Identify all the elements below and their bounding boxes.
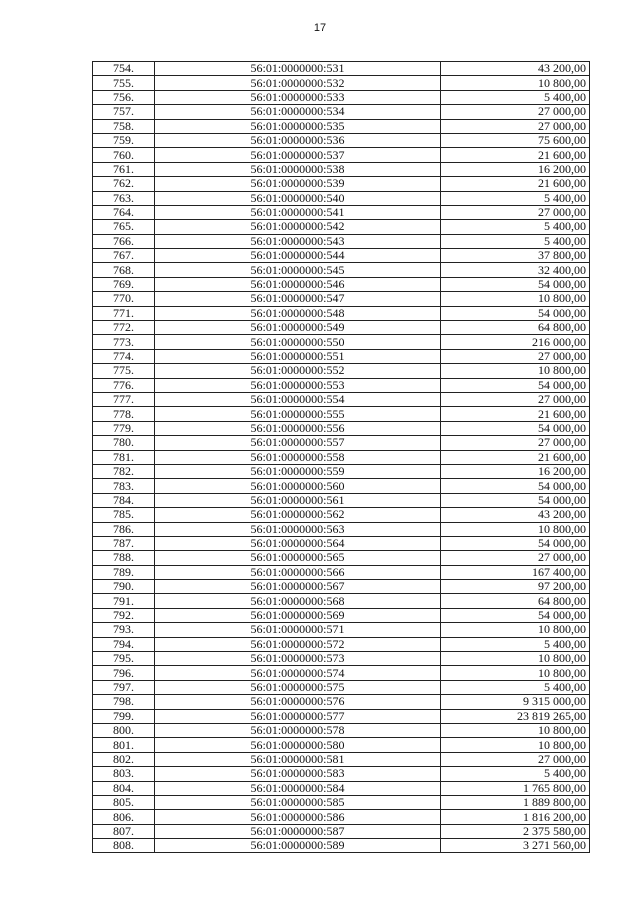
row-number-cell: 792.	[93, 608, 155, 622]
cadastral-number-cell: 56:01:0000000:559	[155, 464, 441, 478]
row-number-cell: 758.	[93, 119, 155, 133]
table-row	[93, 752, 590, 766]
amount-cell: 54 000,00	[441, 378, 590, 392]
table-row	[93, 709, 590, 723]
amount-cell: 64 800,00	[441, 321, 590, 335]
amount-cell: 10 800,00	[441, 738, 590, 752]
row-number-cell: 766.	[93, 234, 155, 248]
amount-cell: 5 400,00	[441, 90, 590, 104]
table-row	[93, 666, 590, 680]
table-row	[93, 378, 590, 392]
table-row	[93, 162, 590, 176]
table-row	[93, 565, 590, 579]
row-number-cell: 779.	[93, 421, 155, 435]
table-row	[93, 608, 590, 622]
cadastral-number-cell: 56:01:0000000:589	[155, 839, 441, 853]
amount-cell: 10 800,00	[441, 723, 590, 737]
table-row	[93, 680, 590, 694]
cadastral-number-cell: 56:01:0000000:540	[155, 191, 441, 205]
amount-cell: 21 600,00	[441, 450, 590, 464]
cadastral-number-cell: 56:01:0000000:558	[155, 450, 441, 464]
cadastral-number-cell: 56:01:0000000:538	[155, 162, 441, 176]
amount-cell: 9 315 000,00	[441, 695, 590, 709]
amount-cell: 27 000,00	[441, 205, 590, 219]
table-row	[93, 191, 590, 205]
amount-cell: 27 000,00	[441, 752, 590, 766]
cadastral-number-cell: 56:01:0000000:568	[155, 594, 441, 608]
table-row	[93, 277, 590, 291]
row-number-cell: 760.	[93, 148, 155, 162]
cadastral-number-cell: 56:01:0000000:532	[155, 76, 441, 90]
amount-cell: 3 271 560,00	[441, 839, 590, 853]
row-number-cell: 795.	[93, 652, 155, 666]
row-number-cell: 770.	[93, 292, 155, 306]
row-number-cell: 789.	[93, 565, 155, 579]
cadastral-number-cell: 56:01:0000000:552	[155, 364, 441, 378]
amount-cell: 16 200,00	[441, 464, 590, 478]
amount-cell: 10 800,00	[441, 76, 590, 90]
cadastral-number-cell: 56:01:0000000:550	[155, 335, 441, 349]
table-row	[93, 220, 590, 234]
table-row	[93, 335, 590, 349]
cadastral-number-cell: 56:01:0000000:537	[155, 148, 441, 162]
amount-cell: 64 800,00	[441, 594, 590, 608]
cadastral-number-cell: 56:01:0000000:561	[155, 493, 441, 507]
table-row	[93, 450, 590, 464]
amount-cell: 54 000,00	[441, 479, 590, 493]
table-row	[93, 105, 590, 119]
cadastral-number-cell: 56:01:0000000:536	[155, 133, 441, 147]
row-number-cell: 772.	[93, 321, 155, 335]
row-number-cell: 782.	[93, 464, 155, 478]
table-row	[93, 652, 590, 666]
table-row	[93, 536, 590, 550]
cadastral-number-cell: 56:01:0000000:576	[155, 695, 441, 709]
amount-cell: 43 200,00	[441, 508, 590, 522]
row-number-cell: 754.	[93, 62, 155, 76]
row-number-cell: 783.	[93, 479, 155, 493]
amount-cell: 21 600,00	[441, 407, 590, 421]
row-number-cell: 781.	[93, 450, 155, 464]
table-row	[93, 392, 590, 406]
cadastral-number-cell: 56:01:0000000:562	[155, 508, 441, 522]
row-number-cell: 793.	[93, 623, 155, 637]
row-number-cell: 761.	[93, 162, 155, 176]
row-number-cell: 803.	[93, 767, 155, 781]
row-number-cell: 801.	[93, 738, 155, 752]
row-number-cell: 774.	[93, 349, 155, 363]
table-row	[93, 177, 590, 191]
cadastral-number-cell: 56:01:0000000:539	[155, 177, 441, 191]
table-row	[93, 263, 590, 277]
table-row	[93, 249, 590, 263]
table-row	[93, 321, 590, 335]
cadastral-number-cell: 56:01:0000000:575	[155, 680, 441, 694]
cadastral-number-cell: 56:01:0000000:533	[155, 90, 441, 104]
amount-cell: 5 400,00	[441, 637, 590, 651]
row-number-cell: 786.	[93, 522, 155, 536]
table-row	[93, 637, 590, 651]
cadastral-number-cell: 56:01:0000000:585	[155, 795, 441, 809]
amount-cell: 54 000,00	[441, 421, 590, 435]
amount-cell: 2 375 580,00	[441, 824, 590, 838]
table-row	[93, 90, 590, 104]
row-number-cell: 799.	[93, 709, 155, 723]
cadastral-number-cell: 56:01:0000000:584	[155, 781, 441, 795]
row-number-cell: 759.	[93, 133, 155, 147]
amount-cell: 27 000,00	[441, 119, 590, 133]
cadastral-number-cell: 56:01:0000000:544	[155, 249, 441, 263]
row-number-cell: 768.	[93, 263, 155, 277]
amount-cell: 10 800,00	[441, 292, 590, 306]
row-number-cell: 794.	[93, 637, 155, 651]
row-number-cell: 769.	[93, 277, 155, 291]
amount-cell: 1 765 800,00	[441, 781, 590, 795]
cadastral-table	[92, 61, 590, 853]
amount-cell: 43 200,00	[441, 62, 590, 76]
table-row	[93, 723, 590, 737]
table-row	[93, 594, 590, 608]
amount-cell: 10 800,00	[441, 666, 590, 680]
cadastral-number-cell: 56:01:0000000:583	[155, 767, 441, 781]
amount-cell: 54 000,00	[441, 536, 590, 550]
table-row	[93, 76, 590, 90]
amount-cell: 27 000,00	[441, 105, 590, 119]
row-number-cell: 808.	[93, 839, 155, 853]
amount-cell: 10 800,00	[441, 652, 590, 666]
cadastral-number-cell: 56:01:0000000:543	[155, 234, 441, 248]
cadastral-number-cell: 56:01:0000000:549	[155, 321, 441, 335]
page-number: 17	[313, 22, 327, 34]
cadastral-number-cell: 56:01:0000000:571	[155, 623, 441, 637]
amount-cell: 54 000,00	[441, 608, 590, 622]
cadastral-number-cell: 56:01:0000000:566	[155, 565, 441, 579]
cadastral-number-cell: 56:01:0000000:569	[155, 608, 441, 622]
row-number-cell: 790.	[93, 580, 155, 594]
row-number-cell: 763.	[93, 191, 155, 205]
amount-cell: 54 000,00	[441, 277, 590, 291]
cadastral-number-cell: 56:01:0000000:541	[155, 205, 441, 219]
amount-cell: 27 000,00	[441, 392, 590, 406]
amount-cell: 21 600,00	[441, 148, 590, 162]
row-number-cell: 806.	[93, 810, 155, 824]
table-row	[93, 580, 590, 594]
cadastral-number-cell: 56:01:0000000:542	[155, 220, 441, 234]
cadastral-number-cell: 56:01:0000000:572	[155, 637, 441, 651]
row-number-cell: 798.	[93, 695, 155, 709]
row-number-cell: 778.	[93, 407, 155, 421]
table-row	[93, 464, 590, 478]
table-row	[93, 810, 590, 824]
row-number-cell: 788.	[93, 551, 155, 565]
amount-cell: 1 889 800,00	[441, 795, 590, 809]
table-row	[93, 795, 590, 809]
table-row	[93, 306, 590, 320]
row-number-cell: 807.	[93, 824, 155, 838]
cadastral-number-cell: 56:01:0000000:580	[155, 738, 441, 752]
cadastral-number-cell: 56:01:0000000:574	[155, 666, 441, 680]
row-number-cell: 773.	[93, 335, 155, 349]
table-row	[93, 493, 590, 507]
amount-cell: 5 400,00	[441, 767, 590, 781]
amount-cell: 5 400,00	[441, 220, 590, 234]
amount-cell: 16 200,00	[441, 162, 590, 176]
amount-cell: 10 800,00	[441, 364, 590, 378]
table-row	[93, 824, 590, 838]
table-row	[93, 522, 590, 536]
amount-cell: 27 000,00	[441, 349, 590, 363]
table-row	[93, 508, 590, 522]
cadastral-number-cell: 56:01:0000000:534	[155, 105, 441, 119]
cadastral-number-cell: 56:01:0000000:587	[155, 824, 441, 838]
row-number-cell: 776.	[93, 378, 155, 392]
row-number-cell: 787.	[93, 536, 155, 550]
amount-cell: 23 819 265,00	[441, 709, 590, 723]
cadastral-number-cell: 56:01:0000000:535	[155, 119, 441, 133]
cadastral-number-cell: 56:01:0000000:556	[155, 421, 441, 435]
table-row	[93, 436, 590, 450]
cadastral-number-cell: 56:01:0000000:553	[155, 378, 441, 392]
row-number-cell: 775.	[93, 364, 155, 378]
cadastral-number-cell: 56:01:0000000:563	[155, 522, 441, 536]
table-row	[93, 781, 590, 795]
table-row	[93, 292, 590, 306]
table-row	[93, 364, 590, 378]
cadastral-number-cell: 56:01:0000000:573	[155, 652, 441, 666]
cadastral-number-cell: 56:01:0000000:560	[155, 479, 441, 493]
amount-cell: 37 800,00	[441, 249, 590, 263]
table-row	[93, 695, 590, 709]
row-number-cell: 771.	[93, 306, 155, 320]
amount-cell: 167 400,00	[441, 565, 590, 579]
cadastral-number-cell: 56:01:0000000:554	[155, 392, 441, 406]
amount-cell: 54 000,00	[441, 493, 590, 507]
cadastral-number-cell: 56:01:0000000:577	[155, 709, 441, 723]
row-number-cell: 791.	[93, 594, 155, 608]
row-number-cell: 755.	[93, 76, 155, 90]
amount-cell: 27 000,00	[441, 551, 590, 565]
cadastral-number-cell: 56:01:0000000:564	[155, 536, 441, 550]
cadastral-number-cell: 56:01:0000000:551	[155, 349, 441, 363]
amount-cell: 97 200,00	[441, 580, 590, 594]
row-number-cell: 757.	[93, 105, 155, 119]
cadastral-number-cell: 56:01:0000000:565	[155, 551, 441, 565]
cadastral-number-cell: 56:01:0000000:557	[155, 436, 441, 450]
row-number-cell: 785.	[93, 508, 155, 522]
table-row	[93, 407, 590, 421]
amount-cell: 10 800,00	[441, 522, 590, 536]
table-row	[93, 479, 590, 493]
cadastral-number-cell: 56:01:0000000:586	[155, 810, 441, 824]
table-row	[93, 234, 590, 248]
cadastral-number-cell: 56:01:0000000:548	[155, 306, 441, 320]
amount-cell: 32 400,00	[441, 263, 590, 277]
row-number-cell: 777.	[93, 392, 155, 406]
table-row	[93, 349, 590, 363]
cadastral-number-cell: 56:01:0000000:555	[155, 407, 441, 421]
table-row	[93, 205, 590, 219]
row-number-cell: 800.	[93, 723, 155, 737]
row-number-cell: 796.	[93, 666, 155, 680]
amount-cell: 5 400,00	[441, 234, 590, 248]
row-number-cell: 765.	[93, 220, 155, 234]
amount-cell: 75 600,00	[441, 133, 590, 147]
cadastral-number-cell: 56:01:0000000:546	[155, 277, 441, 291]
row-number-cell: 762.	[93, 177, 155, 191]
row-number-cell: 764.	[93, 205, 155, 219]
row-number-cell: 802.	[93, 752, 155, 766]
amount-cell: 216 000,00	[441, 335, 590, 349]
row-number-cell: 804.	[93, 781, 155, 795]
table-row	[93, 148, 590, 162]
table-row	[93, 551, 590, 565]
table-row	[93, 839, 590, 853]
table-row	[93, 421, 590, 435]
table-row	[93, 767, 590, 781]
cadastral-number-cell: 56:01:0000000:547	[155, 292, 441, 306]
row-number-cell: 805.	[93, 795, 155, 809]
cadastral-number-cell: 56:01:0000000:567	[155, 580, 441, 594]
cadastral-number-cell: 56:01:0000000:578	[155, 723, 441, 737]
table-row	[93, 133, 590, 147]
cadastral-number-cell: 56:01:0000000:581	[155, 752, 441, 766]
table-row	[93, 623, 590, 637]
amount-cell: 27 000,00	[441, 436, 590, 450]
table-row	[93, 119, 590, 133]
amount-cell: 54 000,00	[441, 306, 590, 320]
table-row	[93, 62, 590, 76]
row-number-cell: 780.	[93, 436, 155, 450]
table-body	[93, 62, 590, 853]
amount-cell: 5 400,00	[441, 680, 590, 694]
row-number-cell: 797.	[93, 680, 155, 694]
amount-cell: 5 400,00	[441, 191, 590, 205]
amount-cell: 1 816 200,00	[441, 810, 590, 824]
cadastral-number-cell: 56:01:0000000:545	[155, 263, 441, 277]
row-number-cell: 756.	[93, 90, 155, 104]
row-number-cell: 767.	[93, 249, 155, 263]
cadastral-number-cell: 56:01:0000000:531	[155, 62, 441, 76]
row-number-cell: 784.	[93, 493, 155, 507]
table-row	[93, 738, 590, 752]
amount-cell: 10 800,00	[441, 623, 590, 637]
amount-cell: 21 600,00	[441, 177, 590, 191]
